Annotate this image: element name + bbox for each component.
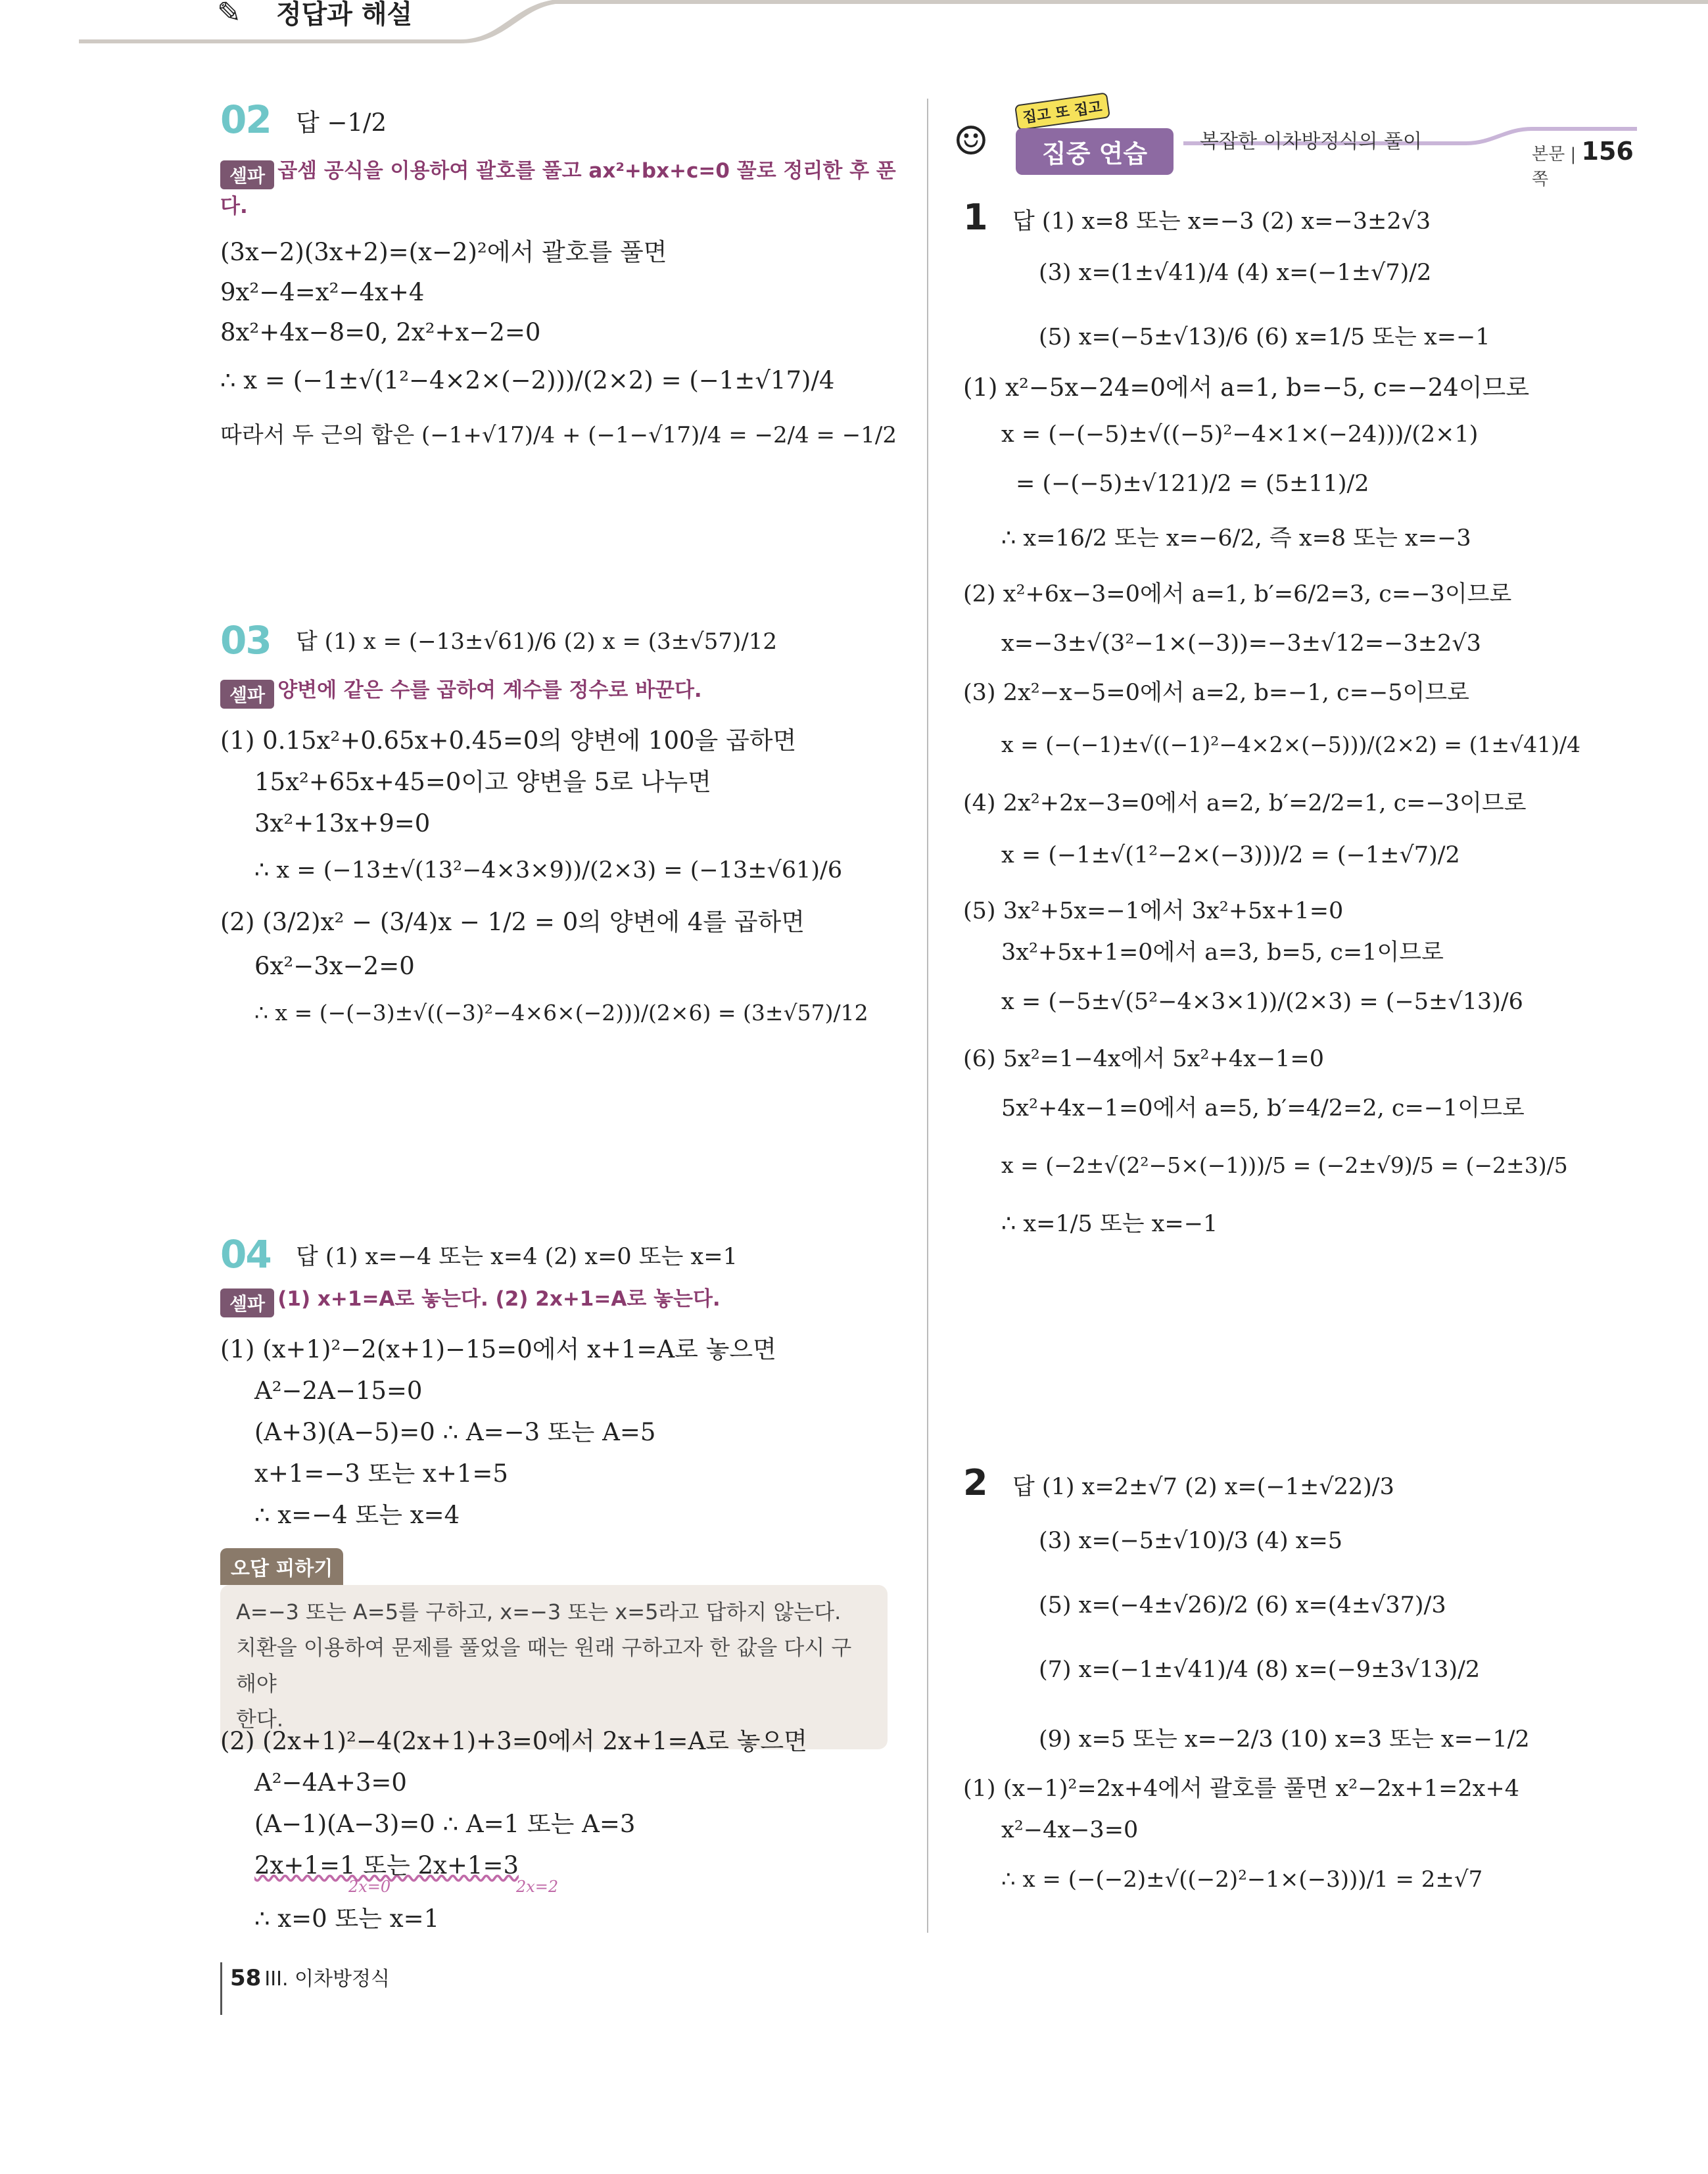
caution-box bbox=[220, 1548, 888, 1749]
solution-line: x = (−2±√(2²−5×(−1)))/5 = (−2±√9)/5 = (−2±3)/5 bbox=[1001, 1152, 1568, 1178]
section-subtitle: 복잡한 이차방정식의 풀이 bbox=[1200, 130, 1422, 153]
solution-line: (A+3)(A−5)=0 ∴ A=−3 또는 A=5 bbox=[254, 1417, 656, 1446]
solution-line: (1) x²−5x−24=0에서 a=1, b=−5, c=−24이므로 bbox=[963, 373, 1530, 402]
problem-02 bbox=[220, 92, 904, 446]
answer: 답 (1) x=8 또는 x=−3 (2) x=−3±2√3 bbox=[1012, 208, 1431, 235]
header-band bbox=[0, 0, 1708, 46]
answer: 답 −1/2 bbox=[296, 108, 387, 137]
hint-text: 양변에 같은 수를 곱하여 계수를 정수로 바꾼다. bbox=[277, 678, 702, 702]
hint-badge: 셀파 bbox=[220, 160, 274, 189]
answer: (7) x=(−1±√41)/4 (8) x=(−9±3√13)/2 bbox=[1039, 1657, 1481, 1683]
solution-line: x²−4x−3=0 bbox=[1001, 1817, 1139, 1843]
solution-line: 3x²+13x+9=0 bbox=[254, 809, 431, 838]
question-number: 1 bbox=[963, 197, 988, 238]
caution-line: 한다. bbox=[236, 1707, 283, 1732]
solution-line: ∴ x = (−(−2)±√((−2)²−1×(−3)))/1 = 2±√7 bbox=[1001, 1866, 1483, 1893]
solution-line: (2) (2x+1)²−4(2x+1)+3=0에서 2x+1=A로 놓으면 bbox=[220, 1727, 807, 1755]
answer: (9) x=5 또는 x=−2/3 (10) x=3 또는 x=−1/2 bbox=[1039, 1726, 1530, 1753]
answer: (5) x=(−5±√13)/6 (6) x=1/5 또는 x=−1 bbox=[1039, 324, 1490, 350]
problem-04-part2 bbox=[220, 1729, 904, 1931]
question-1 bbox=[963, 197, 1647, 1237]
solution-line: ∴ x=16/2 또는 x=−6/2, 즉 x=8 또는 x=−3 bbox=[1001, 525, 1471, 552]
hint-text: (1) x+1=A로 놓는다. (2) 2x+1=A로 놓는다. bbox=[277, 1287, 721, 1311]
solution-line: 5x²+4x−1=0에서 a=5, b′=4/2=2, c=−1이므로 bbox=[1001, 1095, 1525, 1122]
solution-line: (6) 5x²=1−4x에서 5x²+4x−1=0 bbox=[963, 1046, 1324, 1072]
answer: 답 (1) x=2±√7 (2) x=(−1±√22)/3 bbox=[1012, 1474, 1394, 1500]
mascot-icon: ☺ bbox=[953, 118, 989, 164]
answer: (3) x=(−5±√10)/3 (4) x=5 bbox=[1039, 1528, 1343, 1554]
column-divider bbox=[927, 99, 928, 1933]
solution-line: 9x²−4=x²−4x+4 bbox=[220, 277, 425, 306]
answer: (5) x=(−4±√26)/2 (6) x=(4±√37)/3 bbox=[1039, 1592, 1446, 1619]
page-ref-unit: 쪽 bbox=[1532, 170, 1549, 189]
solution-line: 따라서 두 근의 합은 (−1+√17)/4 + (−1−√17)/4 = −2/4 = −1/2 bbox=[220, 421, 897, 448]
chapter-title: III. 이차방정식 bbox=[264, 1968, 390, 1991]
solution-line: x = (−(−1)±√((−1)²−4×2×(−5)))/(2×2) = (1±√41)/4 bbox=[1001, 732, 1581, 757]
solution-line: ∴ x = (−13±√(13²−4×3×9))/(2×3) = (−13±√61)/6 bbox=[254, 857, 843, 884]
solution-line: (4) 2x²+2x−3=0에서 a=2, b′=2/2=1, c=−3이므로 bbox=[963, 790, 1527, 816]
solution-line: ∴ x = (−1±√(1²−4×2×(−2)))/(2×2) = (−1±√17)/4 bbox=[220, 366, 835, 394]
solution-line: 3x²+5x+1=0에서 a=3, b=5, c=1이므로 bbox=[1001, 939, 1444, 966]
problem-03 bbox=[220, 611, 904, 1024]
solution-line: x+1=−3 또는 x+1=5 bbox=[254, 1459, 508, 1488]
answer: 답 (1) x=−4 또는 x=4 (2) x=0 또는 x=1 bbox=[296, 1244, 738, 1270]
solution-line: ∴ x=0 또는 x=1 bbox=[254, 1904, 440, 1933]
hint-badge: 셀파 bbox=[220, 680, 274, 709]
page-reference bbox=[1532, 137, 1637, 190]
problem-04 bbox=[220, 1229, 904, 1527]
solution-line: ∴ x = (−(−3)±√((−3)²−4×6×(−2)))/(2×6) = (3±√57)/12 bbox=[254, 999, 868, 1026]
answer: 답 (1) x = (−13±√61)/6 (2) x = (3±√57)/12 bbox=[296, 628, 778, 655]
problem-number: 03 bbox=[220, 618, 271, 663]
caution-body bbox=[220, 1585, 888, 1749]
caution-line: A=−3 또는 A=5를 구하고, x=−3 또는 x=5라고 답하지 않는다. bbox=[236, 1599, 842, 1624]
header-pencil-icon: ✎ bbox=[217, 0, 241, 30]
substitution-note: 2x=2 bbox=[516, 1878, 559, 1896]
problem-number: 02 bbox=[220, 97, 271, 142]
header-curve bbox=[0, 0, 1708, 46]
solution-line: ∴ x=1/5 또는 x=−1 bbox=[1001, 1211, 1218, 1237]
solution-line: (2) (3/2)x² − (3/4)x − 1/2 = 0의 양변에 4를 곱하면 bbox=[220, 907, 805, 936]
solution-line: 2x+1=1 또는 2x+1=3 bbox=[254, 1851, 519, 1879]
caution-line: 치환을 이용하여 문제를 풀었을 때는 원래 구하고자 한 값을 다시 구해야 bbox=[236, 1635, 852, 1696]
solution-line: = (−(−5)±√121)/2 = (5±11)/2 bbox=[1016, 471, 1369, 497]
caution-tab: 오답 피하기 bbox=[220, 1548, 343, 1585]
solution-line: (1) 0.15x²+0.65x+0.45=0의 양변에 100을 곱하면 bbox=[220, 726, 797, 755]
page-ref-label: 본문 | bbox=[1532, 145, 1577, 164]
solution-line: (3x−2)(3x+2)=(x−2)²에서 괄호를 풀면 bbox=[220, 237, 667, 266]
solution-line: x = (−(−5)±√((−5)²−4×1×(−24)))/(2×1) bbox=[1001, 421, 1479, 448]
answer: (3) x=(1±√41)/4 (4) x=(−1±√7)/2 bbox=[1039, 260, 1432, 286]
solution-line: (1) (x−1)²=2x+4에서 괄호를 풀면 x²−2x+1=2x+4 bbox=[963, 1776, 1519, 1802]
page-ref-number: 156 bbox=[1581, 137, 1634, 166]
page-title: 정답과 해설 bbox=[276, 0, 413, 30]
question-number: 2 bbox=[963, 1462, 988, 1503]
solution-line: 15x²+65x+45=0이고 양변을 5로 나누면 bbox=[254, 767, 711, 796]
substitution-note: 2x=0 bbox=[348, 1878, 391, 1896]
solution-line: A²−4A+3=0 bbox=[254, 1768, 407, 1797]
hint-text: 곱셈 공식을 이용하여 괄호를 풀고 ax²+bx+c=0 꼴로 정리한 후 푼다. bbox=[220, 159, 896, 218]
solution-line: 6x²−3x−2=0 bbox=[254, 951, 415, 980]
solution-line: (1) (x+1)²−2(x+1)−15=0에서 x+1=A로 놓으면 bbox=[220, 1335, 776, 1363]
solution-line: ∴ x=−4 또는 x=4 bbox=[254, 1500, 460, 1529]
footer bbox=[220, 1962, 390, 2015]
solution-line: (2) x²+6x−3=0에서 a=1, b′=6/2=3, c=−3이므로 bbox=[963, 581, 1512, 607]
section-sticker: 집고 또 집고 bbox=[1014, 92, 1110, 130]
section-badge: 집중 연습 bbox=[1016, 128, 1174, 175]
problem-number: 04 bbox=[220, 1232, 271, 1277]
solution-line: A²−2A−15=0 bbox=[254, 1376, 423, 1405]
solution-line: 8x²+4x−8=0, 2x²+x−2=0 bbox=[220, 318, 541, 346]
solution-line: x=−3±√(3²−1×(−3))=−3±√12=−3±2√3 bbox=[1001, 630, 1481, 657]
section-header bbox=[953, 92, 1637, 189]
solution-line: x = (−1±√(1²−2×(−3)))/2 = (−1±√7)/2 bbox=[1001, 842, 1460, 868]
solution-line: (5) 3x²+5x=−1에서 3x²+5x+1=0 bbox=[963, 898, 1344, 924]
solution-line: x = (−5±√(5²−4×3×1))/(2×3) = (−5±√13)/6 bbox=[1001, 989, 1523, 1015]
question-2 bbox=[963, 1462, 1647, 1893]
page-number: 58 bbox=[230, 1965, 262, 1991]
solution-line: (A−1)(A−3)=0 ∴ A=1 또는 A=3 bbox=[254, 1810, 636, 1838]
solution-line: (3) 2x²−x−5=0에서 a=2, b=−1, c=−5이므로 bbox=[963, 680, 1469, 706]
hint-badge: 셀파 bbox=[220, 1288, 274, 1317]
